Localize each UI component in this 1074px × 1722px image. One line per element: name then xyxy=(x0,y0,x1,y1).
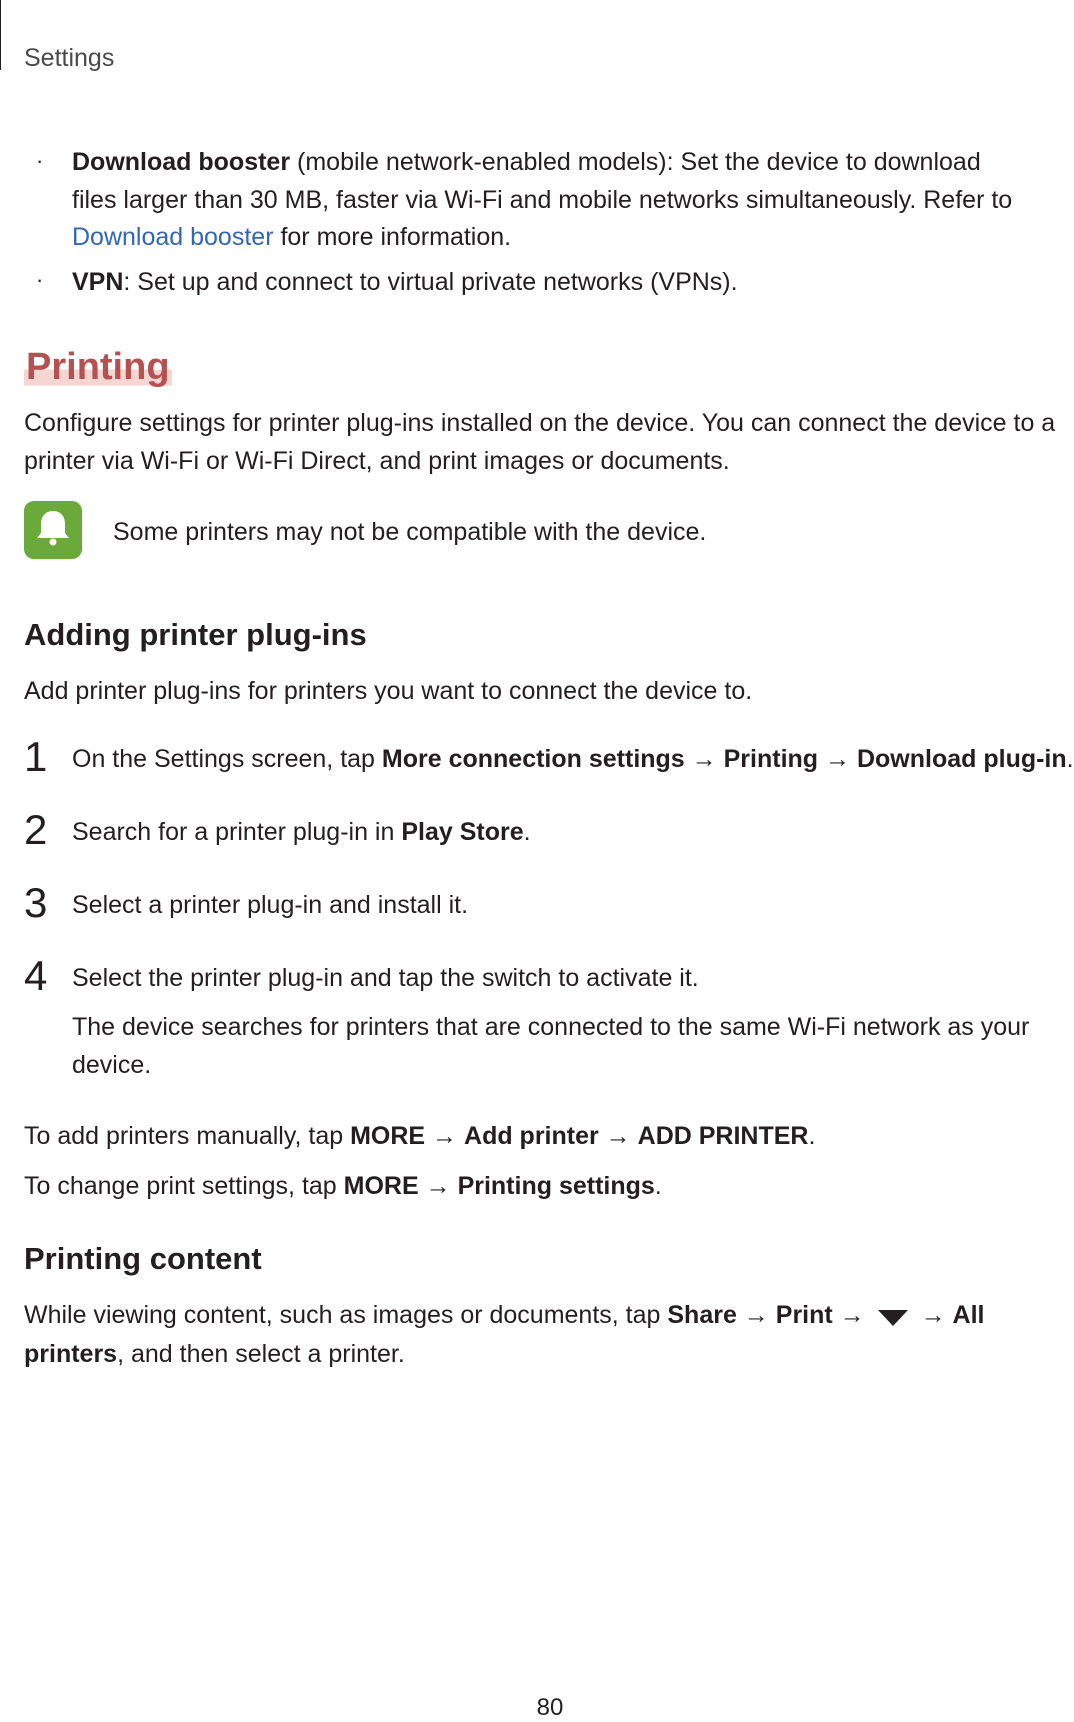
printing-intro-line2: printer via Wi-Fi or Wi-Fi Direct, and print images or documents. xyxy=(24,447,730,475)
step-4-sub-line2: device. xyxy=(72,1051,152,1079)
printing-content-line1 xyxy=(24,1296,984,1334)
step-4-sub-line1: The device searches for printers that are connected to the same Wi-Fi network as your xyxy=(72,1013,1030,1041)
para-bold: MORE xyxy=(350,1122,426,1150)
para-bold: MORE xyxy=(343,1172,419,1200)
bullet-dot: · xyxy=(36,148,44,173)
para-text: . xyxy=(808,1122,816,1150)
arrow: → xyxy=(913,1301,953,1329)
arrow: → xyxy=(684,745,724,773)
para-text: To change print settings, tap xyxy=(24,1172,344,1200)
change-print-settings xyxy=(24,1167,662,1205)
bullet-vpn xyxy=(72,263,738,301)
arrow: → xyxy=(832,1301,872,1329)
note-text: Some printers may not be compatible with the device. xyxy=(113,518,707,546)
step-1-text xyxy=(72,740,1074,778)
step-number: 1 xyxy=(24,733,48,780)
para-bold: printers xyxy=(24,1340,118,1368)
page-number: 80 xyxy=(536,1694,564,1721)
header-title: Settings xyxy=(24,44,115,72)
section-title-printing: Printing xyxy=(26,346,170,388)
para-bold: Share xyxy=(667,1301,737,1329)
add-printer-manually xyxy=(24,1117,815,1155)
dropdown-triangle-icon xyxy=(878,1310,908,1326)
step-4-text: Select the printer plug-in and tap the switch to activate it. xyxy=(72,964,699,992)
step-text: . xyxy=(1066,745,1074,773)
arrow: → xyxy=(818,745,857,773)
bullet-text: (mobile network-enabled models): Set the device to download xyxy=(290,148,981,176)
step-bold: Play Store xyxy=(401,818,524,846)
para-text: While viewing content, such as images or documents, tap xyxy=(24,1301,668,1329)
heading-printing-content: Printing content xyxy=(24,1241,262,1276)
para-text: . xyxy=(654,1172,662,1200)
step-number: 2 xyxy=(24,806,48,853)
arrow: → xyxy=(418,1172,458,1200)
arrow: → xyxy=(736,1301,776,1329)
step-number: 4 xyxy=(24,952,48,999)
bullet-download-booster-line1 xyxy=(72,143,981,181)
para-bold: Printing settings xyxy=(457,1172,655,1200)
step-text: Search for a printer plug-in in xyxy=(72,818,402,846)
bell-icon xyxy=(35,509,71,552)
para-bold: All xyxy=(952,1301,985,1329)
step-bold: Printing xyxy=(723,745,819,773)
para-bold: Add printer xyxy=(464,1122,599,1150)
bullet-text: : Set up and connect to virtual private networks (VPNs). xyxy=(123,268,738,296)
step-bold: Download plug-in xyxy=(856,745,1067,773)
step-text: . xyxy=(523,818,531,846)
arrow: → xyxy=(598,1122,638,1150)
para-text: , and then select a printer. xyxy=(117,1340,405,1368)
corner-line xyxy=(0,0,1,70)
para-bold: ADD PRINTER xyxy=(637,1122,809,1150)
step-text: On the Settings screen, tap xyxy=(72,745,382,773)
note-icon-box xyxy=(24,501,82,559)
step-bold: More connection settings xyxy=(381,745,685,773)
heading-adding-plugins: Adding printer plug-ins xyxy=(24,617,367,652)
step-3-text: Select a printer plug-in and install it. xyxy=(72,891,469,919)
step-number: 3 xyxy=(24,879,48,926)
download-booster-link[interactable]: Download booster xyxy=(72,223,274,251)
para-bold: Print xyxy=(775,1301,833,1329)
printing-intro-line1: Configure settings for printer plug-ins installed on the device. You can connect the device to a xyxy=(24,409,1056,437)
adding-intro: Add printer plug-ins for printers you want to connect the device to. xyxy=(24,677,753,705)
bullet-dot: · xyxy=(36,267,44,292)
step-2-text xyxy=(72,813,531,851)
bullet-download-booster-line2: files larger than 30 MB, faster via Wi-Fi and mobile networks simultaneously. Refer to xyxy=(72,186,1013,214)
arrow: → xyxy=(425,1122,465,1150)
bullet-text: for more information. xyxy=(273,223,512,251)
bullet-download-booster-line3 xyxy=(72,218,511,256)
para-text: To add printers manually, tap xyxy=(24,1122,351,1150)
printing-content-line2 xyxy=(24,1335,405,1373)
bullet-bold: VPN xyxy=(72,268,124,296)
bullet-bold: Download booster xyxy=(72,148,291,176)
